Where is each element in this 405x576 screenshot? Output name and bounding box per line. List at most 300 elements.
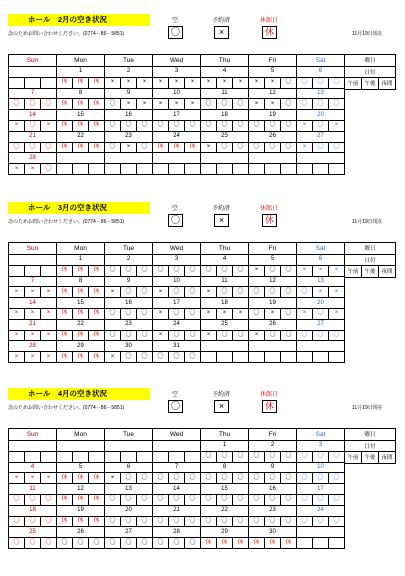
slot-cell[interactable]: × xyxy=(297,120,313,131)
slot-cell[interactable]: 〇 xyxy=(41,99,57,110)
slot-cell[interactable]: 休 xyxy=(265,538,281,549)
slot-cell[interactable]: 〇 xyxy=(201,516,217,527)
slot-cell[interactable]: 〇 xyxy=(169,494,185,505)
slot-cell[interactable]: 〇 xyxy=(169,538,185,549)
slot-cell[interactable] xyxy=(89,451,105,462)
slot-cell[interactable]: 〇 xyxy=(121,308,137,319)
slot-cell[interactable]: 〇 xyxy=(73,538,89,549)
slot-cell[interactable] xyxy=(297,352,313,363)
slot-cell[interactable]: 〇 xyxy=(105,308,121,319)
slot-cell[interactable] xyxy=(217,352,233,363)
slot-cell[interactable]: × xyxy=(137,99,153,110)
slot-cell[interactable]: 〇 xyxy=(233,516,249,527)
slot-cell[interactable]: × xyxy=(233,308,249,319)
slot-cell[interactable]: × xyxy=(249,265,265,276)
slot-cell[interactable] xyxy=(201,352,217,363)
slot-cell[interactable]: 〇 xyxy=(25,538,41,549)
slot-cell[interactable]: × xyxy=(105,473,121,484)
slot-cell[interactable] xyxy=(25,451,41,462)
slot-cell[interactable]: 〇 xyxy=(185,308,201,319)
slot-cell[interactable]: 〇 xyxy=(137,308,153,319)
slot-cell[interactable]: 休 xyxy=(89,265,105,276)
slot-cell[interactable]: × xyxy=(9,330,25,341)
slot-cell[interactable]: 〇 xyxy=(313,142,329,153)
slot-cell[interactable]: × xyxy=(249,99,265,110)
slot-cell[interactable]: × xyxy=(201,77,217,88)
slot-cell[interactable]: 休 xyxy=(73,265,89,276)
slot-cell[interactable]: 〇 xyxy=(217,330,233,341)
slot-cell[interactable]: × xyxy=(9,287,25,298)
slot-cell[interactable]: 〇 xyxy=(169,120,185,131)
slot-cell[interactable] xyxy=(313,164,329,175)
slot-cell[interactable]: 〇 xyxy=(105,330,121,341)
slot-cell[interactable]: × xyxy=(153,77,169,88)
slot-cell[interactable]: 〇 xyxy=(297,451,313,462)
slot-cell[interactable]: 〇 xyxy=(9,538,25,549)
slot-cell[interactable]: 〇 xyxy=(281,451,297,462)
slot-cell[interactable]: 〇 xyxy=(121,287,137,298)
slot-cell[interactable] xyxy=(233,352,249,363)
slot-cell[interactable]: 〇 xyxy=(329,451,345,462)
slot-cell[interactable]: 〇 xyxy=(281,142,297,153)
slot-cell[interactable]: 〇 xyxy=(249,516,265,527)
slot-cell[interactable]: 〇 xyxy=(153,494,169,505)
slot-cell[interactable]: 休 xyxy=(89,77,105,88)
slot-cell[interactable]: 〇 xyxy=(313,330,329,341)
slot-cell[interactable]: 〇 xyxy=(25,516,41,527)
slot-cell[interactable]: 〇 xyxy=(153,516,169,527)
slot-cell[interactable]: 〇 xyxy=(281,473,297,484)
slot-cell[interactable]: 〇 xyxy=(153,538,169,549)
slot-cell[interactable]: 〇 xyxy=(217,142,233,153)
slot-cell[interactable] xyxy=(281,164,297,175)
slot-cell[interactable] xyxy=(41,77,57,88)
slot-cell[interactable]: 〇 xyxy=(169,287,185,298)
slot-cell[interactable]: × xyxy=(9,164,25,175)
slot-cell[interactable]: 休 xyxy=(73,99,89,110)
slot-cell[interactable]: 〇 xyxy=(265,494,281,505)
slot-cell[interactable]: 〇 xyxy=(265,142,281,153)
slot-cell[interactable]: 休 xyxy=(281,538,297,549)
slot-cell[interactable]: × xyxy=(41,330,57,341)
slot-cell[interactable]: × xyxy=(41,473,57,484)
slot-cell[interactable]: × xyxy=(41,308,57,319)
slot-cell[interactable]: 〇 xyxy=(169,308,185,319)
slot-cell[interactable]: × xyxy=(121,77,137,88)
slot-cell[interactable]: × xyxy=(185,77,201,88)
slot-cell[interactable] xyxy=(105,164,121,175)
slot-cell[interactable]: 休 xyxy=(233,538,249,549)
slot-cell[interactable] xyxy=(41,265,57,276)
slot-cell[interactable]: 〇 xyxy=(169,473,185,484)
slot-cell[interactable] xyxy=(153,451,169,462)
slot-cell[interactable]: 〇 xyxy=(233,99,249,110)
slot-cell[interactable]: 〇 xyxy=(25,142,41,153)
slot-cell[interactable] xyxy=(169,451,185,462)
slot-cell[interactable] xyxy=(121,164,137,175)
slot-cell[interactable]: 〇 xyxy=(233,265,249,276)
slot-cell[interactable]: 〇 xyxy=(281,330,297,341)
slot-cell[interactable]: 〇 xyxy=(201,494,217,505)
slot-cell[interactable]: × xyxy=(329,265,345,276)
slot-cell[interactable]: 〇 xyxy=(217,120,233,131)
slot-cell[interactable]: 〇 xyxy=(153,352,169,363)
slot-cell[interactable]: 〇 xyxy=(297,77,313,88)
slot-cell[interactable]: 休 xyxy=(57,308,73,319)
slot-cell[interactable] xyxy=(217,164,233,175)
slot-cell[interactable]: × xyxy=(329,308,345,319)
slot-cell[interactable]: 〇 xyxy=(137,473,153,484)
slot-cell[interactable]: 休 xyxy=(169,142,185,153)
slot-cell[interactable] xyxy=(201,164,217,175)
slot-cell[interactable]: 〇 xyxy=(169,352,185,363)
slot-cell[interactable]: 〇 xyxy=(137,538,153,549)
slot-cell[interactable]: 〇 xyxy=(297,330,313,341)
slot-cell[interactable]: 〇 xyxy=(233,451,249,462)
slot-cell[interactable] xyxy=(265,164,281,175)
slot-cell[interactable]: 〇 xyxy=(297,99,313,110)
slot-cell[interactable]: 〇 xyxy=(121,352,137,363)
slot-cell[interactable]: 〇 xyxy=(265,473,281,484)
slot-cell[interactable]: 休 xyxy=(57,99,73,110)
slot-cell[interactable]: 休 xyxy=(57,494,73,505)
slot-cell[interactable]: 〇 xyxy=(313,120,329,131)
slot-cell[interactable]: 〇 xyxy=(137,494,153,505)
slot-cell[interactable]: 〇 xyxy=(265,265,281,276)
slot-cell[interactable] xyxy=(249,352,265,363)
slot-cell[interactable]: 〇 xyxy=(41,142,57,153)
slot-cell[interactable]: 休 xyxy=(201,538,217,549)
slot-cell[interactable]: 〇 xyxy=(185,494,201,505)
slot-cell[interactable] xyxy=(41,451,57,462)
slot-cell[interactable]: 〇 xyxy=(9,142,25,153)
slot-cell[interactable]: 〇 xyxy=(313,77,329,88)
slot-cell[interactable] xyxy=(329,164,345,175)
slot-cell[interactable]: 休 xyxy=(73,352,89,363)
slot-cell[interactable]: 〇 xyxy=(329,330,345,341)
slot-cell[interactable]: 休 xyxy=(57,120,73,131)
slot-cell[interactable]: 〇 xyxy=(105,516,121,527)
slot-cell[interactable]: 〇 xyxy=(233,142,249,153)
slot-cell[interactable]: 〇 xyxy=(297,516,313,527)
slot-cell[interactable]: 〇 xyxy=(185,330,201,341)
slot-cell[interactable]: 休 xyxy=(73,494,89,505)
slot-cell[interactable]: 〇 xyxy=(201,451,217,462)
slot-cell[interactable]: 〇 xyxy=(265,516,281,527)
slot-cell[interactable]: × xyxy=(25,473,41,484)
slot-cell[interactable]: 〇 xyxy=(201,265,217,276)
slot-cell[interactable]: × xyxy=(169,99,185,110)
slot-cell[interactable]: × xyxy=(217,308,233,319)
slot-cell[interactable]: 〇 xyxy=(217,265,233,276)
slot-cell[interactable] xyxy=(9,77,25,88)
slot-cell[interactable]: 休 xyxy=(89,287,105,298)
slot-cell[interactable]: 〇 xyxy=(41,164,57,175)
slot-cell[interactable]: 〇 xyxy=(297,473,313,484)
slot-cell[interactable] xyxy=(105,451,121,462)
slot-cell[interactable]: 〇 xyxy=(153,120,169,131)
slot-cell[interactable] xyxy=(281,352,297,363)
slot-cell[interactable]: 〇 xyxy=(25,494,41,505)
slot-cell[interactable]: × xyxy=(297,265,313,276)
slot-cell[interactable]: 〇 xyxy=(281,265,297,276)
slot-cell[interactable]: × xyxy=(105,287,121,298)
slot-cell[interactable] xyxy=(297,538,313,549)
slot-cell[interactable]: × xyxy=(137,77,153,88)
slot-cell[interactable]: 〇 xyxy=(137,142,153,153)
slot-cell[interactable]: × xyxy=(9,473,25,484)
slot-cell[interactable]: × xyxy=(329,287,345,298)
slot-cell[interactable]: 〇 xyxy=(105,265,121,276)
slot-cell[interactable]: 休 xyxy=(57,142,73,153)
slot-cell[interactable]: × xyxy=(25,164,41,175)
slot-cell[interactable]: 〇 xyxy=(281,99,297,110)
slot-cell[interactable]: 〇 xyxy=(169,330,185,341)
slot-cell[interactable]: 〇 xyxy=(233,330,249,341)
slot-cell[interactable]: 〇 xyxy=(249,142,265,153)
slot-cell[interactable]: 休 xyxy=(249,538,265,549)
slot-cell[interactable]: 〇 xyxy=(137,516,153,527)
slot-cell[interactable]: 〇 xyxy=(265,287,281,298)
slot-cell[interactable]: 〇 xyxy=(217,99,233,110)
slot-cell[interactable]: × xyxy=(265,99,281,110)
slot-cell[interactable]: 〇 xyxy=(105,120,121,131)
slot-cell[interactable]: 休 xyxy=(57,287,73,298)
slot-cell[interactable]: 〇 xyxy=(137,352,153,363)
slot-cell[interactable] xyxy=(329,352,345,363)
slot-cell[interactable]: 〇 xyxy=(281,516,297,527)
slot-cell[interactable] xyxy=(185,451,201,462)
slot-cell[interactable]: 休 xyxy=(89,352,105,363)
slot-cell[interactable]: × xyxy=(265,308,281,319)
slot-cell[interactable]: 〇 xyxy=(25,99,41,110)
slot-cell[interactable]: 〇 xyxy=(153,265,169,276)
slot-cell[interactable]: 休 xyxy=(73,287,89,298)
slot-cell[interactable]: 〇 xyxy=(281,120,297,131)
slot-cell[interactable]: × xyxy=(153,330,169,341)
slot-cell[interactable]: × xyxy=(233,77,249,88)
slot-cell[interactable]: 〇 xyxy=(233,473,249,484)
slot-cell[interactable] xyxy=(89,164,105,175)
slot-cell[interactable]: 〇 xyxy=(185,352,201,363)
slot-cell[interactable]: 〇 xyxy=(217,494,233,505)
slot-cell[interactable]: × xyxy=(329,120,345,131)
slot-cell[interactable]: × xyxy=(25,352,41,363)
slot-cell[interactable]: 休 xyxy=(57,330,73,341)
slot-cell[interactable]: 〇 xyxy=(313,308,329,319)
slot-cell[interactable]: 〇 xyxy=(297,494,313,505)
slot-cell[interactable]: 〇 xyxy=(121,330,137,341)
slot-cell[interactable] xyxy=(57,451,73,462)
slot-cell[interactable]: 〇 xyxy=(313,516,329,527)
slot-cell[interactable]: 〇 xyxy=(185,287,201,298)
slot-cell[interactable] xyxy=(233,164,249,175)
slot-cell[interactable]: × xyxy=(9,120,25,131)
slot-cell[interactable]: 〇 xyxy=(137,120,153,131)
slot-cell[interactable]: 〇 xyxy=(329,494,345,505)
slot-cell[interactable]: 〇 xyxy=(201,473,217,484)
slot-cell[interactable]: 〇 xyxy=(313,494,329,505)
slot-cell[interactable]: × xyxy=(297,308,313,319)
slot-cell[interactable]: 休 xyxy=(57,265,73,276)
slot-cell[interactable]: 〇 xyxy=(281,308,297,319)
slot-cell[interactable]: × xyxy=(201,287,217,298)
slot-cell[interactable]: 〇 xyxy=(265,120,281,131)
slot-cell[interactable]: × xyxy=(201,142,217,153)
slot-cell[interactable]: 休 xyxy=(57,77,73,88)
slot-cell[interactable] xyxy=(313,538,329,549)
slot-cell[interactable]: 〇 xyxy=(217,287,233,298)
slot-cell[interactable]: 休 xyxy=(73,330,89,341)
slot-cell[interactable]: 休 xyxy=(153,142,169,153)
slot-cell[interactable]: × xyxy=(249,77,265,88)
slot-cell[interactable]: 〇 xyxy=(25,120,41,131)
slot-cell[interactable]: 休 xyxy=(73,516,89,527)
slot-cell[interactable]: × xyxy=(169,77,185,88)
slot-cell[interactable]: 〇 xyxy=(137,330,153,341)
slot-cell[interactable]: 休 xyxy=(73,120,89,131)
slot-cell[interactable]: 〇 xyxy=(185,265,201,276)
slot-cell[interactable]: × xyxy=(25,330,41,341)
slot-cell[interactable]: 〇 xyxy=(313,99,329,110)
slot-cell[interactable]: 〇 xyxy=(329,142,345,153)
slot-cell[interactable] xyxy=(25,265,41,276)
slot-cell[interactable]: 〇 xyxy=(249,494,265,505)
slot-cell[interactable]: 〇 xyxy=(249,308,265,319)
slot-cell[interactable]: 〇 xyxy=(281,77,297,88)
slot-cell[interactable] xyxy=(153,164,169,175)
slot-cell[interactable]: × xyxy=(185,99,201,110)
slot-cell[interactable]: 休 xyxy=(73,77,89,88)
slot-cell[interactable]: 休 xyxy=(89,308,105,319)
slot-cell[interactable]: × xyxy=(153,287,169,298)
slot-cell[interactable]: 〇 xyxy=(185,473,201,484)
slot-cell[interactable] xyxy=(137,164,153,175)
slot-cell[interactable]: × xyxy=(121,99,137,110)
slot-cell[interactable]: 〇 xyxy=(105,538,121,549)
slot-cell[interactable]: 休 xyxy=(57,352,73,363)
slot-cell[interactable]: 〇 xyxy=(281,494,297,505)
slot-cell[interactable]: 〇 xyxy=(249,451,265,462)
slot-cell[interactable] xyxy=(313,352,329,363)
slot-cell[interactable]: 休 xyxy=(57,516,73,527)
slot-cell[interactable]: 休 xyxy=(73,473,89,484)
slot-cell[interactable]: 〇 xyxy=(105,494,121,505)
slot-cell[interactable]: 〇 xyxy=(249,287,265,298)
slot-cell[interactable]: 〇 xyxy=(265,451,281,462)
slot-cell[interactable]: 休 xyxy=(73,308,89,319)
slot-cell[interactable]: 〇 xyxy=(313,451,329,462)
slot-cell[interactable]: 休 xyxy=(185,142,201,153)
slot-cell[interactable]: × xyxy=(9,352,25,363)
slot-cell[interactable]: × xyxy=(297,142,313,153)
slot-cell[interactable]: 〇 xyxy=(281,287,297,298)
slot-cell[interactable]: 休 xyxy=(217,538,233,549)
slot-cell[interactable]: × xyxy=(9,308,25,319)
slot-cell[interactable]: × xyxy=(41,120,57,131)
slot-cell[interactable]: 〇 xyxy=(233,287,249,298)
slot-cell[interactable] xyxy=(73,164,89,175)
slot-cell[interactable] xyxy=(265,352,281,363)
slot-cell[interactable]: 〇 xyxy=(121,265,137,276)
slot-cell[interactable]: × xyxy=(41,287,57,298)
slot-cell[interactable]: 〇 xyxy=(105,142,121,153)
slot-cell[interactable]: 〇 xyxy=(265,330,281,341)
slot-cell[interactable]: × xyxy=(121,142,137,153)
slot-cell[interactable]: 〇 xyxy=(217,473,233,484)
slot-cell[interactable]: 〇 xyxy=(41,516,57,527)
slot-cell[interactable]: × xyxy=(25,308,41,319)
slot-cell[interactable]: 休 xyxy=(89,330,105,341)
slot-cell[interactable]: × xyxy=(265,77,281,88)
slot-cell[interactable] xyxy=(185,164,201,175)
slot-cell[interactable]: × xyxy=(313,265,329,276)
slot-cell[interactable]: 〇 xyxy=(9,494,25,505)
slot-cell[interactable] xyxy=(25,77,41,88)
slot-cell[interactable] xyxy=(9,451,25,462)
slot-cell[interactable]: 〇 xyxy=(217,516,233,527)
slot-cell[interactable]: 〇 xyxy=(249,473,265,484)
slot-cell[interactable]: 〇 xyxy=(57,538,73,549)
slot-cell[interactable]: 休 xyxy=(89,120,105,131)
slot-cell[interactable]: 〇 xyxy=(201,120,217,131)
slot-cell[interactable] xyxy=(297,164,313,175)
slot-cell[interactable] xyxy=(249,164,265,175)
slot-cell[interactable]: 〇 xyxy=(121,120,137,131)
slot-cell[interactable]: 休 xyxy=(57,473,73,484)
slot-cell[interactable]: 〇 xyxy=(185,120,201,131)
slot-cell[interactable]: × xyxy=(249,330,265,341)
slot-cell[interactable]: 〇 xyxy=(121,516,137,527)
slot-cell[interactable]: 〇 xyxy=(297,287,313,298)
slot-cell[interactable]: × xyxy=(217,77,233,88)
slot-cell[interactable]: 〇 xyxy=(201,99,217,110)
slot-cell[interactable] xyxy=(169,164,185,175)
slot-cell[interactable]: 休 xyxy=(73,142,89,153)
slot-cell[interactable]: 〇 xyxy=(105,99,121,110)
slot-cell[interactable]: 〇 xyxy=(9,516,25,527)
slot-cell[interactable]: 〇 xyxy=(137,287,153,298)
slot-cell[interactable]: × xyxy=(41,352,57,363)
slot-cell[interactable]: 〇 xyxy=(313,473,329,484)
slot-cell[interactable]: 休 xyxy=(89,516,105,527)
slot-cell[interactable]: 〇 xyxy=(249,120,265,131)
slot-cell[interactable]: 休 xyxy=(89,99,105,110)
slot-cell[interactable]: 休 xyxy=(89,494,105,505)
slot-cell[interactable]: 〇 xyxy=(217,451,233,462)
slot-cell[interactable]: 〇 xyxy=(137,265,153,276)
slot-cell[interactable]: 〇 xyxy=(185,538,201,549)
slot-cell[interactable]: 〇 xyxy=(233,494,249,505)
slot-cell[interactable]: 〇 xyxy=(121,494,137,505)
slot-cell[interactable] xyxy=(137,451,153,462)
slot-cell[interactable]: 〇 xyxy=(329,77,345,88)
slot-cell[interactable]: × xyxy=(313,287,329,298)
slot-cell[interactable]: × xyxy=(201,308,217,319)
slot-cell[interactable]: 〇 xyxy=(329,516,345,527)
slot-cell[interactable]: 〇 xyxy=(153,473,169,484)
slot-cell[interactable]: 〇 xyxy=(233,120,249,131)
slot-cell[interactable]: × xyxy=(153,99,169,110)
slot-cell[interactable] xyxy=(73,451,89,462)
slot-cell[interactable] xyxy=(57,164,73,175)
slot-cell[interactable]: 〇 xyxy=(41,494,57,505)
slot-cell[interactable]: 〇 xyxy=(169,516,185,527)
slot-cell[interactable]: 休 xyxy=(89,142,105,153)
slot-cell[interactable]: 〇 xyxy=(169,265,185,276)
slot-cell[interactable]: 〇 xyxy=(121,473,137,484)
slot-cell[interactable] xyxy=(121,451,137,462)
